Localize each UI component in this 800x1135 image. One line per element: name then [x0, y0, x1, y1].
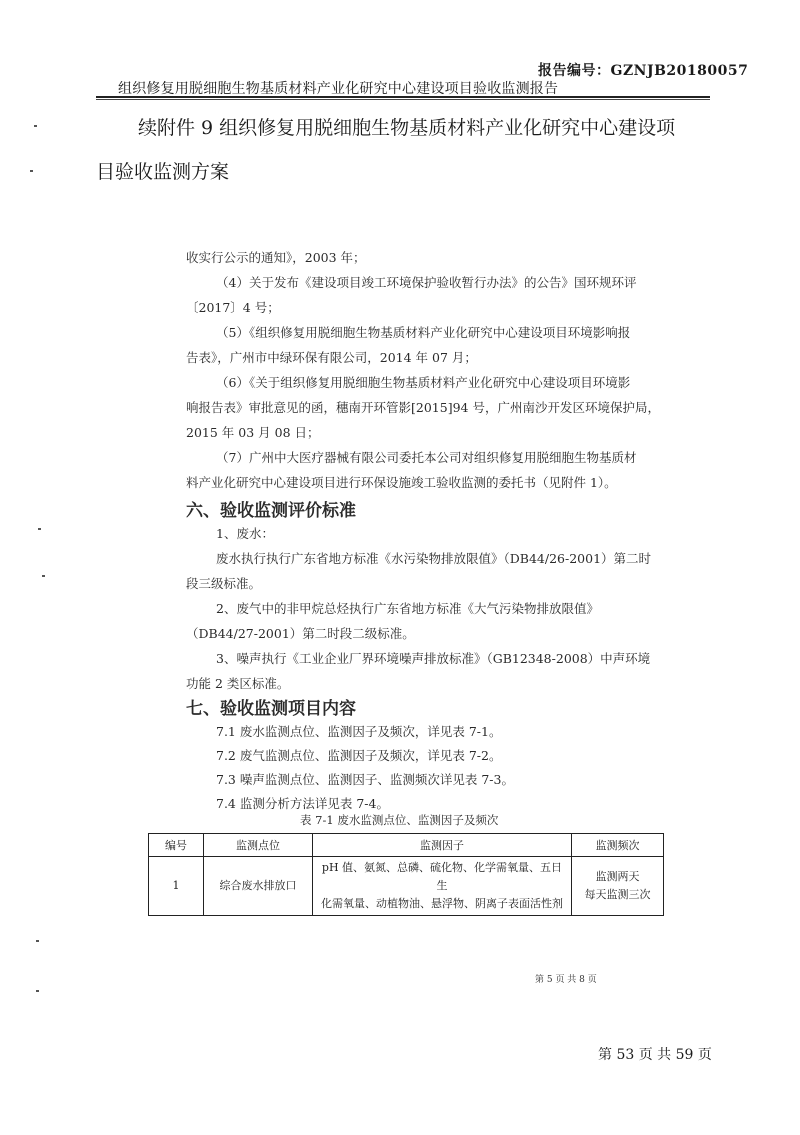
- header-title: 组织修复用脱细胞生物基质材料产业化研究中心建设项目验收监测报告: [118, 81, 559, 97]
- body-line: 3、噪声执行《工业企业厂界环境噪声排放标准》（GB12348-2008）中声环境: [216, 651, 651, 666]
- table-cell: [313, 857, 572, 916]
- table-cell: 1: [149, 857, 204, 916]
- list-item: 7.4 监测分析方法详见表 7-4。: [216, 796, 389, 811]
- factors-line: pH 值、氨氮、总磷、硫化物、化学需氧量、五日生: [321, 861, 563, 892]
- scan-speck: [30, 170, 33, 172]
- header-rule: [96, 96, 710, 98]
- section-heading-7: 七、验收监测项目内容: [186, 699, 356, 719]
- body-line: 1、废水：: [216, 526, 274, 541]
- table-caption: 表 7-1 废水监测点位、监测因子及频次: [300, 813, 499, 827]
- frequency-line: 监测两天: [595, 870, 640, 883]
- page-number: 第 53 页 共 59 页: [598, 1047, 712, 1063]
- wastewater-monitoring-table: [148, 833, 664, 916]
- body-line: 2015 年 03 月 08 日；: [186, 425, 320, 440]
- list-item: 7.3 噪声监测点位、监测因子、监测频次详见表 7-3。: [216, 772, 514, 787]
- body-line: 响报告表》审批意见的函，穗南开环管影[2015]94 号，广州南沙开发区环境保护局，: [186, 400, 660, 415]
- body-line: 2、废气中的非甲烷总烃执行广东省地方标准《大气污染物排放限值》: [216, 601, 599, 616]
- body-line: 料产业化研究中心建设项目进行环保设施竣工验收监测的委托书（见附件 1）。: [186, 475, 617, 490]
- body-line: （6）《关于组织修复用脱细胞生物基质材料产业化研究中心建设项目环境影: [216, 375, 631, 390]
- frequency-line: 每天监测三次: [584, 888, 651, 901]
- table-header-cell: 监测频次: [572, 834, 664, 857]
- body-line: 功能 2 类区标准。: [186, 676, 290, 691]
- body-line: 告表》，广州市中绿环保有限公司，2014 年 07 月；: [186, 350, 477, 365]
- body-line: （5）《组织修复用脱细胞生物基质材料产业化研究中心建设项目环境影响报: [216, 325, 631, 340]
- attachment-title: [96, 106, 716, 194]
- body-line: （7）广州中大医疗器械有限公司委托本公司对组织修复用脱细胞生物基质材: [216, 450, 637, 465]
- scan-speck: [36, 940, 39, 942]
- attachment-title-line1: 续附件 9 组织修复用脱细胞生物基质材料产业化研究中心建设项: [138, 117, 676, 139]
- list-item: 7.1 废水监测点位、监测因子及频次，详见表 7-1。: [216, 724, 502, 739]
- table-header-cell: 编号: [149, 834, 204, 857]
- table-cell: [572, 857, 664, 916]
- body-line: （4）关于发布《建设项目竣工环境保护验收暂行办法》的公告》国环规环评: [216, 275, 637, 290]
- header-rule-thin: [96, 99, 710, 100]
- scan-speck: [34, 125, 37, 127]
- table-header-row: [149, 834, 664, 857]
- table-row: [149, 857, 664, 916]
- inner-page-number: 第 5 页 共 8 页: [535, 975, 597, 985]
- table-cell: 综合废水排放口: [204, 857, 313, 916]
- body-line: 废水执行执行广东省地方标准《水污染物排放限值》（DB44/26-2001）第二时: [216, 551, 652, 566]
- factors-line: 化需氧量、动植物油、悬浮物、阴离子表面活性剂: [321, 897, 563, 910]
- body-line: 〔2017〕4 号；: [186, 300, 280, 315]
- report-number: 报告编号：GZNJB20180057: [538, 63, 749, 79]
- section-heading-6: 六、验收监测评价标准: [186, 501, 356, 521]
- list-item: 7.2 废气监测点位、监测因子及频次，详见表 7-2。: [216, 748, 502, 763]
- scan-speck: [36, 990, 39, 992]
- body-line: 收实行公示的通知》，2003 年；: [186, 250, 366, 265]
- table-header-cell: 监测点位: [204, 834, 313, 857]
- table-header-cell: 监测因子: [313, 834, 572, 857]
- scan-speck: [42, 575, 45, 577]
- attachment-title-line2: 目验收监测方案: [96, 161, 230, 183]
- body-line: 段三级标准。: [186, 576, 262, 591]
- scan-speck: [38, 528, 41, 530]
- body-line: （DB44/27-2001）第二时段二级标准。: [186, 626, 415, 641]
